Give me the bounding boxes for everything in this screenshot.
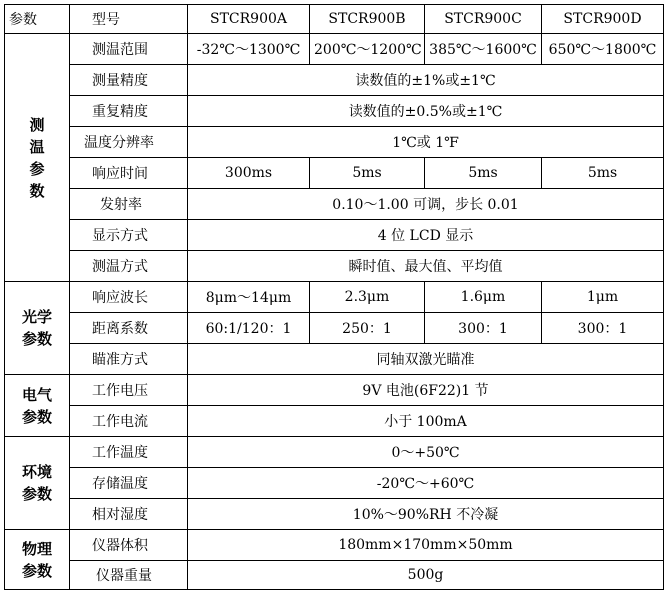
header-row [5,5,664,34]
param-name: 距离系数 [70,313,188,344]
table-row [5,220,664,251]
table-row [5,96,664,127]
category-label-line: 温 [29,137,45,156]
table-row [5,406,664,437]
param-name: 测温范围 [70,34,188,65]
table-row [5,375,664,406]
table-row [5,530,664,561]
param-value: 0～+50℃ [188,437,664,468]
table-row [5,282,664,313]
category-label-line: 数 [29,181,45,200]
header-model-b: STCR900B [310,5,425,34]
param-value: 小于 100mA [188,406,664,437]
param-value: 4 位 LCD 显示 [188,220,664,251]
param-value: 300：1 [425,313,542,344]
param-value: 385℃～1600℃ [425,34,542,65]
param-name: 相对湿度 [70,499,188,530]
table-row [5,344,664,375]
param-value: 2.3μm [310,282,425,313]
param-value: 200℃～1200℃ [310,34,425,65]
param-value: 5ms [425,158,542,189]
param-name: 响应波长 [70,282,188,313]
header-model-cell: 型号 [70,5,188,34]
table-row [5,189,664,220]
table-row [5,313,664,344]
param-value: 8μm～14μm [188,282,310,313]
header-model-c: STCR900C [425,5,542,34]
param-name: 工作温度 [70,437,188,468]
param-name: 响应时间 [70,158,188,189]
table-row [5,158,664,189]
spec-table [4,4,664,590]
table-row [5,468,664,499]
table-row [5,561,664,590]
category-label-line: 参数 [21,485,52,503]
param-value: 650℃～1800℃ [542,34,664,65]
param-value: 250：1 [310,313,425,344]
table-row [5,251,664,282]
param-value: 9V 电池(6F22)1 节 [188,375,664,406]
param-value: 1℃或 1℉ [188,127,664,158]
category-label-line: 环境 [21,463,52,481]
param-value: -32℃～1300℃ [188,34,310,65]
header-model-a: STCR900A [188,5,310,34]
table-row [5,437,664,468]
category-label-line: 参数 [21,407,52,426]
param-value: 60:1/120：1 [188,313,310,344]
category-label-line: 参数 [21,561,52,580]
category-measurement [5,34,70,282]
table-row [5,65,664,96]
category-label-line: 参数 [21,330,52,348]
category-label-line: 光学 [21,308,52,326]
param-value: 300ms [188,158,310,189]
header-params-cell: 参数 [5,5,70,34]
category-physical [5,530,70,590]
table-row [5,499,664,530]
category-label-line: 参 [29,159,45,178]
param-name: 显示方式 [70,220,188,251]
category-environment [5,437,70,530]
category-label-line: 物理 [21,539,52,558]
param-value: 5ms [310,158,425,189]
param-value: 读数值的±1%或±1℃ [188,65,664,96]
category-optical [5,282,70,375]
param-value: 10%～90%RH 不冷凝 [188,499,664,530]
category-label-line: 测 [29,115,45,134]
param-name: 工作电流 [70,406,188,437]
header-model-d: STCR900D [542,5,664,34]
param-name: 重复精度 [70,96,188,127]
param-value: 1μm [542,282,664,313]
param-value: 同轴双激光瞄准 [188,344,664,375]
param-value: 500g [188,561,664,590]
table-row [5,34,664,65]
param-name: 温度分辨率 [70,127,188,158]
param-name: 瞄准方式 [70,344,188,375]
param-value: 300：1 [542,313,664,344]
param-name: 存储温度 [70,468,188,499]
param-value: 读数值的±0.5%或±1℃ [188,96,664,127]
param-value: 1.6μm [425,282,542,313]
param-value: 0.10～1.00 可调，步长 0.01 [188,189,664,220]
param-value: -20℃～+60℃ [188,468,664,499]
param-name: 测量精度 [70,65,188,96]
param-value: 5ms [542,158,664,189]
param-name: 测温方式 [70,251,188,282]
param-name: 仪器体积 [70,530,188,561]
category-label-line: 电气 [21,385,52,404]
param-name: 工作电压 [70,375,188,406]
param-value: 180mm×170mm×50mm [188,530,664,561]
table-row [5,127,664,158]
category-electrical [5,375,70,437]
param-name: 仪器重量 [70,561,188,590]
param-value: 瞬时值、最大值、平均值 [188,251,664,282]
param-name: 发射率 [70,189,188,220]
